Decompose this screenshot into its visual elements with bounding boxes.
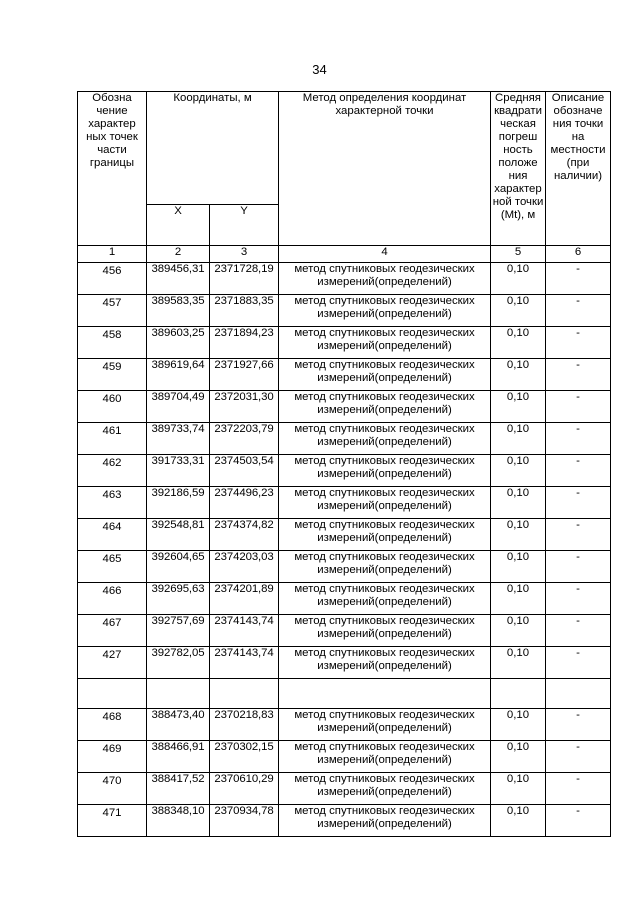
description-cell: - bbox=[546, 805, 611, 837]
header-coordinates: Координаты, м bbox=[147, 92, 279, 205]
table-row bbox=[78, 773, 611, 805]
y-coordinate-cell: 2370934,78 bbox=[210, 805, 279, 837]
y-coordinate-cell: 2374496,23 bbox=[210, 487, 279, 519]
table-row-empty bbox=[78, 679, 611, 709]
point-id-cell: 468 bbox=[78, 709, 147, 741]
table-cell-empty bbox=[491, 679, 546, 709]
method-cell: метод спутниковых геодезических измерений(определений) bbox=[279, 741, 491, 773]
accuracy-cell: 0,10 bbox=[491, 805, 546, 837]
x-coordinate-cell: 392782,05 bbox=[147, 647, 210, 679]
point-id-cell: 464 bbox=[78, 519, 147, 551]
method-cell: метод спутниковых геодезических измерений(определений) bbox=[279, 551, 491, 583]
x-coordinate-cell: 389603,25 bbox=[147, 327, 210, 359]
method-cell: метод спутниковых геодезических измерений(определений) bbox=[279, 519, 491, 551]
header-point-id: Обозна чение характер ных точек части границы bbox=[78, 92, 147, 246]
table-cell-empty bbox=[78, 679, 147, 709]
accuracy-cell: 0,10 bbox=[491, 327, 546, 359]
table-row bbox=[78, 423, 611, 455]
table-body bbox=[78, 263, 611, 837]
y-coordinate-cell: 2372203,79 bbox=[210, 423, 279, 455]
x-coordinate-cell: 392695,63 bbox=[147, 583, 210, 615]
point-id-cell: 466 bbox=[78, 583, 147, 615]
y-coordinate-cell: 2374374,82 bbox=[210, 519, 279, 551]
column-number: 4 bbox=[279, 246, 491, 263]
table-row bbox=[78, 647, 611, 679]
description-cell: - bbox=[546, 423, 611, 455]
column-number: 2 bbox=[147, 246, 210, 263]
description-cell: - bbox=[546, 295, 611, 327]
y-coordinate-cell: 2372031,30 bbox=[210, 391, 279, 423]
table-cell-empty bbox=[147, 679, 210, 709]
method-cell: метод спутниковых геодезических измерений(определений) bbox=[279, 359, 491, 391]
table-row bbox=[78, 455, 611, 487]
table-row bbox=[78, 263, 611, 295]
x-coordinate-cell: 388466,91 bbox=[147, 741, 210, 773]
point-id-cell: 456 bbox=[78, 263, 147, 295]
accuracy-cell: 0,10 bbox=[491, 487, 546, 519]
accuracy-cell: 0,10 bbox=[491, 295, 546, 327]
page-number: 34 bbox=[312, 62, 327, 77]
description-cell: - bbox=[546, 741, 611, 773]
accuracy-cell: 0,10 bbox=[491, 455, 546, 487]
y-coordinate-cell: 2371927,66 bbox=[210, 359, 279, 391]
x-coordinate-cell: 391733,31 bbox=[147, 455, 210, 487]
x-coordinate-cell: 392548,81 bbox=[147, 519, 210, 551]
accuracy-cell: 0,10 bbox=[491, 263, 546, 295]
table-row bbox=[78, 709, 611, 741]
table-row bbox=[78, 391, 611, 423]
table-row bbox=[78, 327, 611, 359]
point-id-cell: 463 bbox=[78, 487, 147, 519]
table-row bbox=[78, 359, 611, 391]
x-coordinate-cell: 388348,10 bbox=[147, 805, 210, 837]
method-cell: метод спутниковых геодезических измерений(определений) bbox=[279, 487, 491, 519]
x-coordinate-cell: 388473,40 bbox=[147, 709, 210, 741]
column-number: 5 bbox=[491, 246, 546, 263]
header-accuracy: Средняя квадрати ческая погреш ность положе ния характер ной точки (Mt), м bbox=[491, 92, 546, 246]
method-cell: метод спутниковых геодезических измерений(определений) bbox=[279, 295, 491, 327]
method-cell: метод спутниковых геодезических измерений(определений) bbox=[279, 263, 491, 295]
point-id-cell: 467 bbox=[78, 615, 147, 647]
point-id-cell: 458 bbox=[78, 327, 147, 359]
point-id-cell: 461 bbox=[78, 423, 147, 455]
y-coordinate-cell: 2370610,29 bbox=[210, 773, 279, 805]
table-row bbox=[78, 583, 611, 615]
header-y: Y bbox=[210, 205, 279, 246]
coordinates-table bbox=[77, 91, 611, 837]
description-cell: - bbox=[546, 359, 611, 391]
accuracy-cell: 0,10 bbox=[491, 551, 546, 583]
description-cell: - bbox=[546, 773, 611, 805]
description-cell: - bbox=[546, 455, 611, 487]
point-id-cell: 427 bbox=[78, 647, 147, 679]
x-coordinate-cell: 389733,74 bbox=[147, 423, 210, 455]
table-row bbox=[78, 805, 611, 837]
method-cell: метод спутниковых геодезических измерений(определений) bbox=[279, 327, 491, 359]
x-coordinate-cell: 389619,64 bbox=[147, 359, 210, 391]
method-cell: метод спутниковых геодезических измерений(определений) bbox=[279, 709, 491, 741]
description-cell: - bbox=[546, 391, 611, 423]
table-row bbox=[78, 741, 611, 773]
point-id-cell: 469 bbox=[78, 741, 147, 773]
method-cell: метод спутниковых геодезических измерений(определений) bbox=[279, 423, 491, 455]
table-cell-empty bbox=[279, 679, 491, 709]
y-coordinate-cell: 2371883,35 bbox=[210, 295, 279, 327]
accuracy-cell: 0,10 bbox=[491, 709, 546, 741]
y-coordinate-cell: 2374143,74 bbox=[210, 615, 279, 647]
y-coordinate-cell: 2371894,23 bbox=[210, 327, 279, 359]
point-id-cell: 470 bbox=[78, 773, 147, 805]
x-coordinate-cell: 392604,65 bbox=[147, 551, 210, 583]
column-number: 1 bbox=[78, 246, 147, 263]
y-coordinate-cell: 2374503,54 bbox=[210, 455, 279, 487]
column-number: 6 bbox=[546, 246, 611, 263]
table-row bbox=[78, 519, 611, 551]
point-id-cell: 459 bbox=[78, 359, 147, 391]
description-cell: - bbox=[546, 519, 611, 551]
y-coordinate-cell: 2371728,19 bbox=[210, 263, 279, 295]
method-cell: метод спутниковых геодезических измерений(определений) bbox=[279, 615, 491, 647]
accuracy-cell: 0,10 bbox=[491, 583, 546, 615]
accuracy-cell: 0,10 bbox=[491, 519, 546, 551]
description-cell: - bbox=[546, 615, 611, 647]
method-cell: метод спутниковых геодезических измерений(определений) bbox=[279, 647, 491, 679]
accuracy-cell: 0,10 bbox=[491, 647, 546, 679]
description-cell: - bbox=[546, 487, 611, 519]
description-cell: - bbox=[546, 583, 611, 615]
y-coordinate-cell: 2374143,74 bbox=[210, 647, 279, 679]
y-coordinate-cell: 2374201,89 bbox=[210, 583, 279, 615]
column-number: 3 bbox=[210, 246, 279, 263]
x-coordinate-cell: 389583,35 bbox=[147, 295, 210, 327]
accuracy-cell: 0,10 bbox=[491, 615, 546, 647]
y-coordinate-cell: 2370302,15 bbox=[210, 741, 279, 773]
table-cell-empty bbox=[210, 679, 279, 709]
accuracy-cell: 0,10 bbox=[491, 773, 546, 805]
header-method: Метод определения координат характерной точки bbox=[279, 92, 491, 246]
point-id-cell: 462 bbox=[78, 455, 147, 487]
description-cell: - bbox=[546, 647, 611, 679]
column-number-row bbox=[78, 246, 611, 263]
method-cell: метод спутниковых геодезических измерений(определений) bbox=[279, 455, 491, 487]
description-cell: - bbox=[546, 327, 611, 359]
y-coordinate-cell: 2374203,03 bbox=[210, 551, 279, 583]
header-description: Описание обозначе ния точки на местности (при наличии) bbox=[546, 92, 611, 246]
x-coordinate-cell: 392186,59 bbox=[147, 487, 210, 519]
point-id-cell: 460 bbox=[78, 391, 147, 423]
table-row bbox=[78, 551, 611, 583]
accuracy-cell: 0,10 bbox=[491, 359, 546, 391]
table-row bbox=[78, 295, 611, 327]
method-cell: метод спутниковых геодезических измерений(определений) bbox=[279, 805, 491, 837]
y-coordinate-cell: 2370218,83 bbox=[210, 709, 279, 741]
table-row bbox=[78, 615, 611, 647]
accuracy-cell: 0,10 bbox=[491, 391, 546, 423]
table-row bbox=[78, 487, 611, 519]
table-cell-empty bbox=[546, 679, 611, 709]
method-cell: метод спутниковых геодезических измерений(определений) bbox=[279, 391, 491, 423]
x-coordinate-cell: 388417,52 bbox=[147, 773, 210, 805]
point-id-cell: 457 bbox=[78, 295, 147, 327]
description-cell: - bbox=[546, 709, 611, 741]
point-id-cell: 465 bbox=[78, 551, 147, 583]
accuracy-cell: 0,10 bbox=[491, 423, 546, 455]
header-x: X bbox=[147, 205, 210, 246]
x-coordinate-cell: 392757,69 bbox=[147, 615, 210, 647]
header-row bbox=[78, 92, 611, 205]
x-coordinate-cell: 389704,49 bbox=[147, 391, 210, 423]
method-cell: метод спутниковых геодезических измерений(определений) bbox=[279, 583, 491, 615]
description-cell: - bbox=[546, 551, 611, 583]
x-coordinate-cell: 389456,31 bbox=[147, 263, 210, 295]
point-id-cell: 471 bbox=[78, 805, 147, 837]
method-cell: метод спутниковых геодезических измерений(определений) bbox=[279, 773, 491, 805]
accuracy-cell: 0,10 bbox=[491, 741, 546, 773]
description-cell: - bbox=[546, 263, 611, 295]
